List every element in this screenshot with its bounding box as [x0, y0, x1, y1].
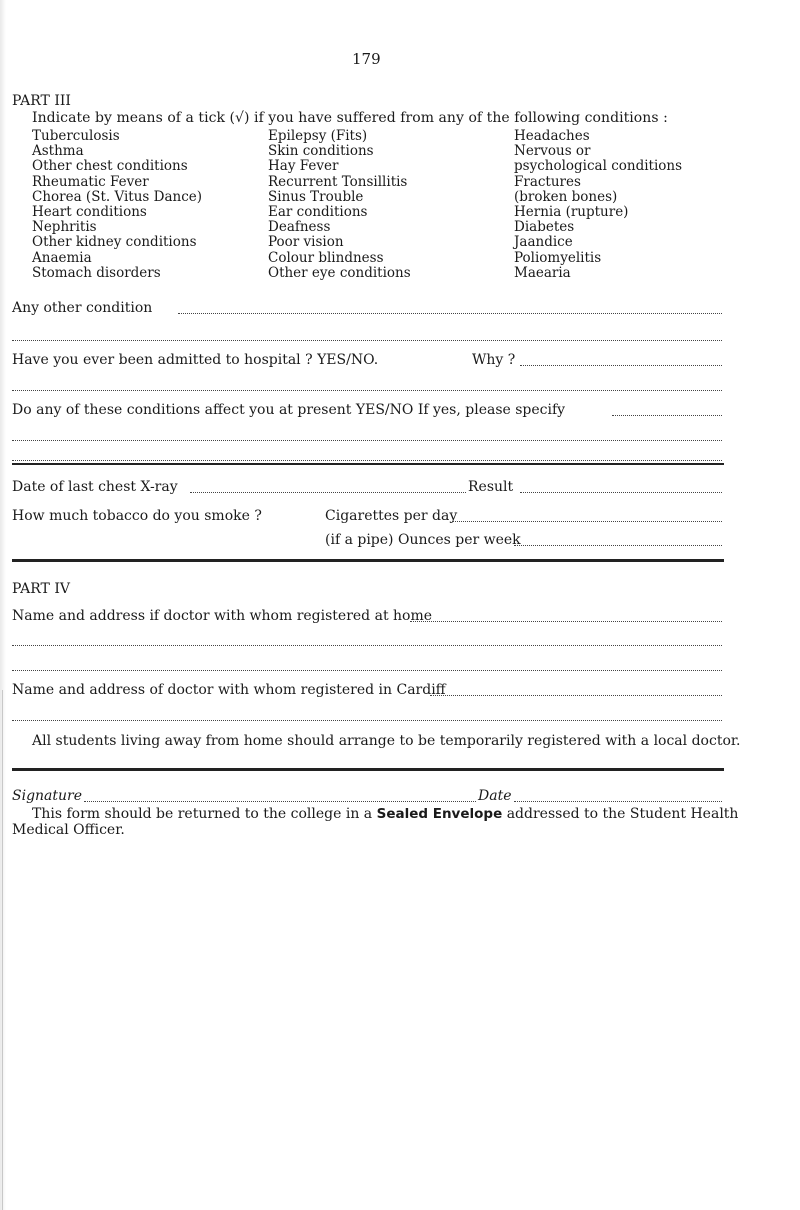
condition-item[interactable]: (broken bones)	[514, 188, 618, 205]
result-label: Result	[468, 479, 514, 495]
condition-item[interactable]: Ear conditions	[268, 204, 368, 221]
section-divider	[12, 768, 724, 771]
date-field[interactable]	[514, 801, 722, 802]
part-3-heading: PART III	[12, 93, 71, 109]
other-condition-field-2[interactable]	[12, 340, 722, 341]
signature-field[interactable]	[84, 801, 476, 802]
return-text-1: This form should be returned to the college in a	[32, 806, 373, 822]
condition-item[interactable]: Deafness	[268, 219, 331, 236]
part-4-heading: PART IV	[12, 581, 70, 597]
condition-item[interactable]: Maearia	[514, 264, 571, 281]
condition-item[interactable]: Colour blindness	[268, 249, 384, 266]
signature-label: Signature	[12, 788, 83, 804]
conditions-column-3	[514, 129, 682, 281]
pipe-label: (if a pipe) Ounces per week	[325, 532, 521, 548]
condition-item[interactable]: Hernia (rupture)	[514, 204, 629, 221]
condition-item[interactable]: Rheumatic Fever	[32, 173, 149, 190]
margin-line	[2, 690, 3, 1210]
tobacco-question: How much tobacco do you smoke ?	[12, 508, 262, 524]
condition-item[interactable]: Nephritis	[32, 219, 97, 236]
condition-item[interactable]: Skin conditions	[268, 143, 374, 160]
date-label: Date	[478, 788, 512, 804]
cigarettes-field[interactable]	[452, 521, 722, 522]
condition-item[interactable]: Asthma	[32, 143, 84, 160]
condition-item[interactable]: Stomach disorders	[32, 264, 161, 281]
condition-item[interactable]: psychological conditions	[514, 158, 683, 175]
specify-field-2[interactable]	[12, 440, 722, 441]
home-doctor-label: Name and address if doctor with whom registered at home	[12, 608, 433, 624]
condition-item[interactable]: Tuberculosis	[32, 128, 120, 144]
home-doctor-field[interactable]	[410, 621, 722, 622]
other-condition-field[interactable]	[178, 313, 722, 314]
xray-date-field[interactable]	[190, 492, 466, 493]
condition-item[interactable]: Other kidney conditions	[32, 234, 197, 251]
cigarettes-label: Cigarettes per day	[325, 508, 458, 524]
specify-field[interactable]	[612, 415, 722, 416]
registration-note: All students living away from home should arrange to be temporarily registered with a local doctor.	[32, 733, 741, 749]
result-field[interactable]	[520, 492, 722, 493]
cardiff-doctor-label: Name and address of doctor with whom registered in Cardiff	[12, 682, 446, 698]
condition-item[interactable]: Nervous or	[514, 143, 591, 160]
condition-item[interactable]: Poor vision	[268, 234, 344, 251]
condition-item[interactable]: Recurrent Tonsillitis	[268, 173, 408, 190]
return-text-2: addressed to the Student Health	[506, 806, 739, 822]
condition-item[interactable]: Jaandice	[514, 234, 573, 251]
condition-item[interactable]: Epilepsy (Fits)	[268, 128, 368, 144]
condition-item[interactable]: Chorea (St. Vitus Dance)	[32, 188, 203, 205]
condition-item[interactable]: Fractures	[514, 173, 581, 190]
cardiff-doctor-field[interactable]	[430, 695, 722, 696]
section-divider	[12, 559, 724, 562]
return-text-3: Medical Officer.	[12, 822, 125, 838]
sealed-envelope-text: Sealed Envelope	[376, 806, 503, 822]
condition-item[interactable]: Diabetes	[514, 219, 575, 236]
why-field[interactable]	[520, 365, 722, 366]
condition-item[interactable]: Poliomyelitis	[514, 249, 602, 266]
scan-edge	[0, 0, 6, 1210]
condition-item[interactable]: Other chest conditions	[32, 158, 188, 175]
pipe-field[interactable]	[514, 545, 722, 546]
present-conditions-question: Do any of these conditions affect you at present YES/NO If yes, please specify	[12, 402, 566, 418]
specify-field-3[interactable]	[12, 460, 722, 461]
xray-label: Date of last chest X-ray	[12, 479, 178, 495]
cardiff-doctor-field-2[interactable]	[12, 720, 722, 721]
conditions-column-1	[32, 129, 202, 281]
condition-item[interactable]: Heart conditions	[32, 204, 147, 221]
condition-item[interactable]: Headaches	[514, 128, 590, 144]
part-3-instruction: Indicate by means of a tick (√) if you have suffered from any of the following conditions :	[32, 110, 668, 126]
return-instruction	[32, 806, 738, 823]
condition-item[interactable]: Hay Fever	[268, 158, 339, 175]
why-label: Why ?	[472, 352, 516, 368]
home-doctor-field-2[interactable]	[12, 645, 722, 646]
hospital-field-2[interactable]	[12, 390, 722, 391]
hospital-question: Have you ever been admitted to hospital ? YES/NO.	[12, 352, 379, 368]
condition-item[interactable]: Anaemia	[32, 249, 92, 266]
conditions-column-2	[268, 129, 411, 281]
page-number: 179	[352, 50, 381, 68]
condition-item[interactable]: Sinus Trouble	[268, 188, 364, 205]
other-condition-label: Any other condition	[12, 300, 153, 316]
condition-item[interactable]: Other eye conditions	[268, 264, 411, 281]
home-doctor-field-3[interactable]	[12, 670, 722, 671]
section-divider	[12, 463, 724, 465]
